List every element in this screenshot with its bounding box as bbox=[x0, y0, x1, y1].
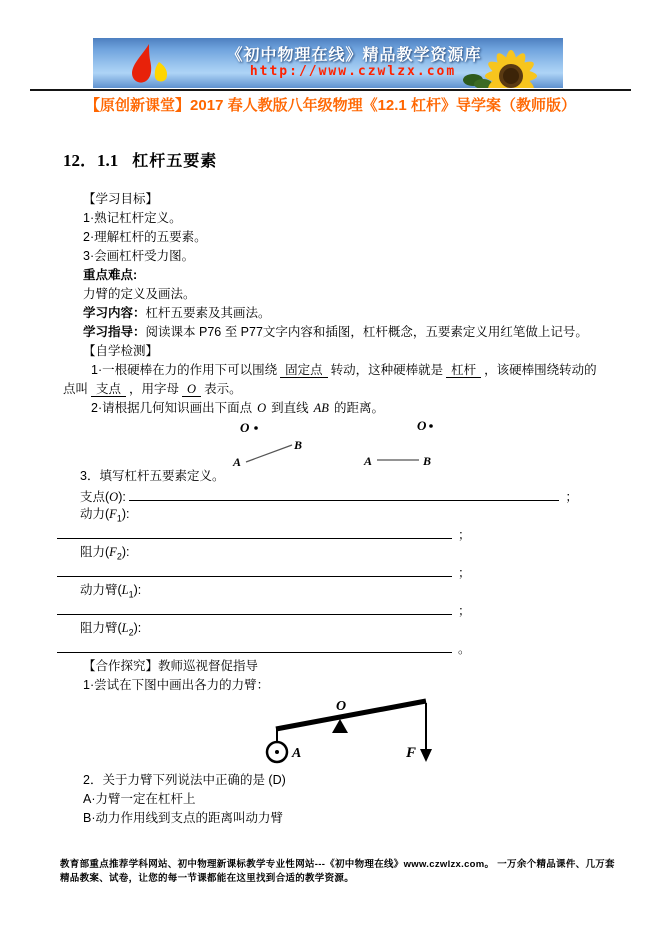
fulcrum-O-label: O bbox=[336, 699, 347, 714]
objective-item: 2·理解杠杆的五要素。 bbox=[83, 230, 207, 244]
option-A: A·力臂一定在杠杆上 bbox=[83, 792, 196, 806]
point-O-label: O bbox=[240, 420, 250, 435]
fill-in-blank[interactable] bbox=[57, 600, 452, 615]
force-arrowhead bbox=[420, 749, 432, 762]
lever-bar bbox=[276, 701, 426, 729]
definition-blank-row: ； bbox=[63, 600, 598, 619]
study-guide-line bbox=[63, 323, 598, 342]
study-guide-label: 学习指导： bbox=[83, 325, 146, 339]
document-body bbox=[63, 190, 598, 828]
point-O-dot bbox=[254, 426, 258, 430]
cooperation-header: 【合作探究】教师巡视督促指导 bbox=[83, 659, 259, 673]
key-points-text: 力臂的定义及画法。 bbox=[83, 287, 196, 301]
answer-blank: 支点 bbox=[91, 382, 126, 397]
section-title: 杠杆五要素 bbox=[132, 153, 218, 170]
answer-blank: 杠杆 bbox=[446, 363, 481, 378]
point-line-diagrams bbox=[228, 419, 458, 467]
fill-in-blank[interactable] bbox=[57, 524, 452, 539]
definition-blank-row: 。 bbox=[63, 638, 598, 657]
study-content-text: 杠杆五要素及其画法。 bbox=[145, 306, 271, 320]
geometry-diagrams bbox=[228, 419, 598, 467]
point-B-label: B bbox=[423, 454, 432, 467]
fill-in-blank[interactable] bbox=[57, 562, 452, 577]
sunflower-icon bbox=[459, 50, 545, 88]
definition-label: 动力臂$(L_1)$: bbox=[80, 583, 142, 600]
study-content-label: 学习内容： bbox=[83, 306, 146, 320]
point-B-label: B bbox=[294, 438, 303, 452]
site-url-link[interactable]: http://www.czwlzx.com bbox=[249, 64, 457, 79]
definition-row: 支点(O): ； bbox=[63, 486, 598, 505]
self-test-q2: 2·请根据几何知识画出下面点 O 到直线 AB 的距离。 bbox=[91, 401, 384, 415]
force-F-label: F bbox=[406, 745, 417, 761]
doc-title: 【原创新课堂】2017 春人教版八年级物理《12.1 杠杆》导学案（教师版） bbox=[85, 97, 576, 114]
study-guide-text: 阅读课本 P76 至 P77文字内容和插图，杠杆概念，五要素定义用红笔做上记号。 bbox=[145, 325, 588, 339]
answer-blank: 固定点 bbox=[280, 363, 328, 378]
section-heading bbox=[63, 146, 217, 171]
weight-A-label: A bbox=[292, 746, 302, 761]
cooperation-q2: 2．关于力臂下列说法中正确的是 (D) bbox=[83, 773, 286, 787]
answer-blank: O bbox=[182, 382, 201, 397]
self-test-q1-line1: 1·一根硬棒在力的作用下可以围绕 固定点 转动，这种硬棒就是 杠杆 ，该硬棒围绕转动的 bbox=[91, 363, 597, 377]
definition-blank-row: ； bbox=[63, 524, 598, 543]
weight-center-dot bbox=[275, 750, 279, 754]
definition-blank-row: ； bbox=[63, 562, 598, 581]
study-content-line bbox=[63, 304, 598, 323]
key-points-label: 重点难点: bbox=[83, 268, 138, 282]
line-AB bbox=[246, 445, 292, 462]
page-footer: 教育部重点推荐学科网站、初中物理新课标教学专业性网站---《初中物理在线》www.czwlzx.com。 一万余个精品课件、几万套精品教案、试卷，让您的每一节课都能在这里找到合适的教学资源。 bbox=[60, 859, 615, 884]
site-logo-icon bbox=[119, 42, 181, 86]
fulcrum-triangle bbox=[332, 719, 348, 733]
self-test-header: 【自学检测】 bbox=[83, 344, 159, 358]
definition-label: 阻力臂$(L_2)$: bbox=[80, 621, 142, 638]
point-O-dot bbox=[429, 424, 433, 428]
point-A-label: A bbox=[233, 455, 242, 467]
fill-in-blank[interactable] bbox=[129, 486, 559, 501]
definition-label: 动力$(F_1)$: bbox=[80, 507, 130, 524]
point-O-label: O bbox=[417, 419, 427, 433]
point-A-label: A bbox=[364, 454, 373, 467]
site-banner bbox=[93, 38, 563, 88]
objective-item: 3·会画杠杆受力图。 bbox=[83, 249, 195, 263]
self-test-q1-line2: 点叫 支点 ，用字母 O 表示。 bbox=[63, 382, 242, 396]
self-test-q3: 3．填写杠杆五要素定义。 bbox=[80, 469, 225, 483]
section-number: 12．1.1 bbox=[63, 151, 119, 170]
site-title: 《初中物理在线》精品教学资源库 bbox=[226, 47, 482, 64]
banner-divider bbox=[30, 89, 631, 91]
fill-in-blank[interactable] bbox=[57, 638, 452, 653]
objectives-header: 【学习目标】 bbox=[83, 192, 159, 206]
definition-label: 阻力$(F_2)$: bbox=[80, 545, 130, 562]
option-B: B·动力作用线到支点的距离叫动力臂 bbox=[83, 811, 284, 825]
cooperation-q1: 1·尝试在下图中画出各力的力臂： bbox=[83, 678, 270, 692]
lever-diagram bbox=[248, 695, 598, 771]
objective-item: 1·熟记杠杆定义。 bbox=[83, 211, 182, 225]
